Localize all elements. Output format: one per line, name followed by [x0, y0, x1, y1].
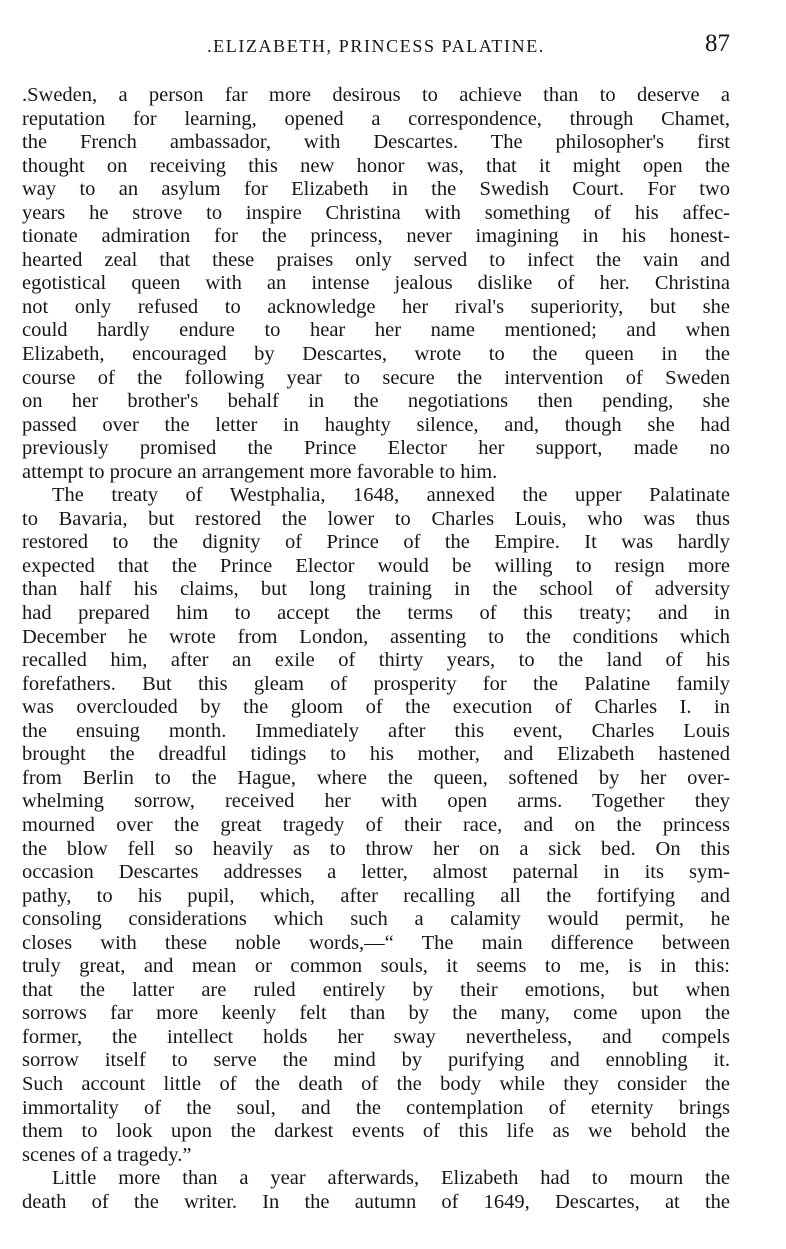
text-line: pathy, to his pupil, which, after recalling all the fortifying and	[22, 884, 730, 907]
text-line: from Berlin to the Hague, where the queen, softened by her over-	[22, 766, 730, 789]
text-line: previously promised the Prince Elector her support, made no	[22, 437, 730, 460]
page-number: 87	[705, 30, 730, 57]
text-line: had prepared him to accept the terms of this treaty; and in	[22, 602, 730, 625]
body-text	[22, 84, 730, 1214]
text-line: than half his claims, but long training in the school of adversity	[22, 578, 730, 601]
text-line: thought on receiving this new honor was, that it might open the	[22, 154, 730, 177]
running-title: .ELIZABETH, PRINCESS PALATINE.	[207, 36, 545, 56]
text-line: to Bavaria, but restored the lower to Charles Louis, who was thus	[22, 507, 730, 530]
text-line: closes with these noble words,—“ The main difference between	[22, 931, 730, 954]
text-line: Such account little of the death of the body while they consider the	[22, 1072, 730, 1095]
text-line: hearted zeal that these praises only served to infect the vain and	[22, 248, 730, 271]
text-line: on her brother's behalf in the negotiations then pending, she	[22, 390, 730, 413]
text-line: forefathers. But this gleam of prosperity for the Palatine family	[22, 672, 730, 695]
text-line: the French ambassador, with Descartes. The philosopher's first	[22, 131, 730, 154]
text-line: tionate admiration for the princess, never imagining in his honest-	[22, 225, 730, 248]
text-line: sorrows far more keenly felt than by the many, come upon the	[22, 1002, 730, 1025]
text-line: way to an asylum for Elizabeth in the Swedish Court. For two	[22, 178, 730, 201]
text-line: restored to the dignity of Prince of the Empire. It was hardly	[22, 531, 730, 554]
text-line: years he strove to inspire Christina with something of his affec-	[22, 201, 730, 224]
text-line: occasion Descartes addresses a letter, almost paternal in its sym-	[22, 861, 730, 884]
text-line: death of the writer. In the autumn of 1649, Descartes, at the	[22, 1190, 730, 1213]
text-line: immortality of the soul, and the contemplation of eternity brings	[22, 1096, 730, 1119]
text-line: was overclouded by the gloom of the execution of Charles I. in	[22, 696, 730, 719]
text-line: Elizabeth, encouraged by Descartes, wrote to the queen in the	[22, 343, 730, 366]
text-line: passed over the letter in haughty silence, and, though she had	[22, 413, 730, 436]
text-line: that the latter are ruled entirely by their emotions, but when	[22, 978, 730, 1001]
text-line: them to look upon the darkest events of this life as we behold the	[22, 1120, 730, 1143]
text-line: expected that the Prince Elector would be willing to resign more	[22, 554, 730, 577]
page-header	[22, 28, 730, 60]
text-line: former, the intellect holds her sway nevertheless, and compels	[22, 1025, 730, 1048]
text-line: scenes of a tragedy.”	[22, 1143, 192, 1166]
text-line: brought the dreadful tidings to his mother, and Elizabeth hastened	[22, 743, 730, 766]
text-line: not only refused to acknowledge her rival's superiority, but she	[22, 295, 730, 318]
text-line: truly great, and mean or common souls, it seems to me, is in this:	[22, 955, 730, 978]
text-line: December he wrote from London, assenting to the conditions which	[22, 625, 730, 648]
text-line: sorrow itself to serve the mind by purifying and ennobling it.	[22, 1049, 730, 1072]
text-line: the blow fell so heavily as to throw her on a sick bed. On this	[22, 837, 730, 860]
text-line: the ensuing month. Immediately after this event, Charles Louis	[22, 719, 730, 742]
text-line: The treaty of Westphalia, 1648, annexed the upper Palatinate	[52, 484, 730, 507]
text-line: course of the following year to secure the intervention of Sweden	[22, 366, 730, 389]
text-line: mourned over the great tragedy of their race, and on the princess	[22, 813, 730, 836]
text-line: .Sweden, a person far more desirous to achieve than to deserve a	[22, 84, 730, 106]
text-line: reputation for learning, opened a correspondence, through Chamet,	[22, 107, 730, 130]
text-line: could hardly endure to hear her name mentioned; and when	[22, 319, 730, 342]
text-line: attempt to procure an arrangement more favorable to him.	[22, 460, 498, 483]
text-line: whelming sorrow, received her with open arms. Together they	[22, 790, 730, 813]
text-line: egotistical queen with an intense jealous dislike of her. Christina	[22, 272, 730, 295]
text-line: Little more than a year afterwards, Elizabeth had to mourn the	[52, 1167, 730, 1190]
text-line: consoling considerations which such a calamity would permit, he	[22, 908, 730, 931]
text-line: recalled him, after an exile of thirty years, to the land of his	[22, 649, 730, 672]
